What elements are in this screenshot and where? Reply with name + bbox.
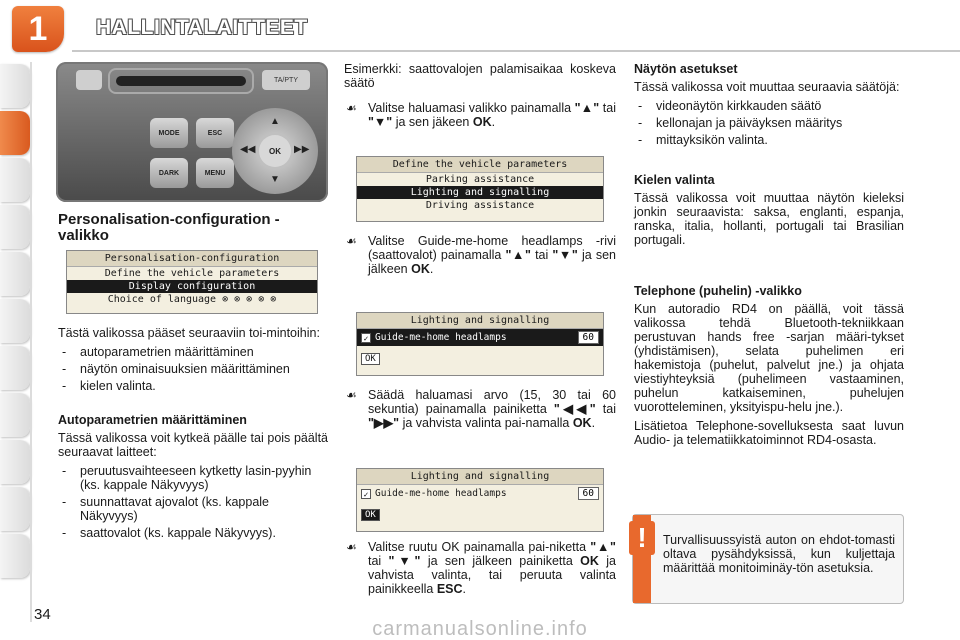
screen-item: Choice of language ⊗ ⊗ ⊗ ⊗ ⊗ [107, 294, 277, 305]
eject-button-illustration [76, 70, 102, 90]
list-item: - kellonajan ja päiväyksen määritys [634, 116, 904, 130]
vehicle-parameters-screen-image [356, 156, 604, 222]
language-heading: Kielen valinta [634, 173, 715, 187]
watermark: carmanualsonline.info [372, 618, 588, 640]
chapter-tab [0, 487, 30, 531]
list-item: - peruutusvaihteeseen kytketty lasin-pyyhin (ks. kappale Näkyvyys) [58, 464, 328, 492]
screen-item-selected: Display configuration [67, 280, 317, 293]
chapter-tab [0, 440, 30, 484]
value-box: 60 [578, 487, 599, 500]
warning-icon: ! [629, 521, 655, 555]
ok-box-selected: OK [361, 509, 380, 521]
screen-title: Define the vehicle parameters [357, 157, 603, 173]
language-text: Tässä valikossa voit muuttaa näytön kieleksi jonkin seuraavista: saksa, englanti, espanja, ranska, italia, hollanti, portugali tai Brasilian portugali. [634, 191, 904, 247]
phone-text-more: Lisätietoa Telephone-sovelluksesta saat luvun Audio- ja telematiikkatoiminnot RD4-osasta. [634, 419, 904, 447]
step-3: ☙ Säädä haluamasi arvo (15, 30 tai 60 sekuntia) painamalla painiketta "◀◀" tai "▶▶" ja vahvista valinta pai-namalla OK. [346, 388, 616, 430]
list-item: - autoparametrien määrittäminen [58, 345, 328, 359]
personalisation-screen-image [66, 250, 318, 314]
chapter-tab [0, 64, 30, 108]
sub-intro-text: Tässä valikossa voit kytkeä päälle tai pois päältä seuraavat laitteet: [58, 431, 328, 459]
screen-row-selected: ✓ Guide-me-home headlamps 60 [357, 329, 603, 346]
chapter-tabs [0, 64, 30, 581]
rewind-icon: ◀◀ [240, 144, 256, 155]
chapter-tab [0, 299, 30, 343]
cd-slot [116, 76, 246, 86]
display-heading: Näytön asetukset [634, 62, 738, 76]
pointer-icon: ☙ [346, 388, 357, 402]
checkbox-icon: ✓ [361, 489, 371, 499]
list-item: - saattovalot (ks. kappale Näkyvyys). [58, 526, 328, 540]
radio-control-panel-image [56, 62, 328, 202]
phone-heading: Telephone (puhelin) -valikko [634, 284, 802, 298]
display-list [634, 99, 904, 147]
section-heading: Personalisation-configuration -valikko [58, 211, 280, 244]
ok-button-illustration: OK [259, 135, 291, 167]
pointer-icon: ☙ [346, 234, 357, 248]
screen-item: Driving assistance [425, 200, 535, 211]
lighting-screen-image [356, 312, 604, 376]
mode-button-illustration: MODE [150, 118, 188, 148]
example-text: Esimerkki: saattovalojen palamisaikaa koskeva säätö [344, 62, 616, 90]
warning-box [632, 514, 904, 604]
tab-divider [30, 62, 32, 622]
middle-step-4 [344, 540, 616, 602]
left-column [58, 212, 328, 252]
list-item: - suunnattavat ajovalot (ks. kappale Näkyvyys) [58, 495, 328, 523]
screen-row: ✓ Guide-me-home headlamps 60 [357, 485, 603, 502]
menu-button-illustration: MENU [196, 158, 234, 188]
checkbox-icon: ✓ [361, 333, 371, 343]
value-box: 60 [578, 331, 599, 344]
screen-item: Define the vehicle parameters [104, 268, 280, 279]
chapter-tab-active [0, 111, 30, 155]
step-2: ☙ Valitse Guide-me-home headlamps -rivi (saattovalot) painamalla "▲" tai "▼" ja sen jälkeen OK. [346, 234, 616, 276]
lighting-ok-screen-image [356, 468, 604, 532]
esc-button-illustration: ESC [196, 118, 234, 148]
sub-heading: Autoparametrien määrittäminen [58, 413, 247, 427]
chapter-badge: 1 [12, 6, 64, 52]
ok-box: OK [361, 353, 380, 365]
screen-title: Lighting and signalling [357, 469, 603, 485]
screen-title: Personalisation-configuration [67, 251, 317, 267]
step-4: ☙ Valitse ruutu OK painamalla pai-niketta "▲" tai "▼" ja sen jälkeen painiketta OK ja vahvista valinta, tai peruuta valinta painikkeella ESC. [346, 540, 616, 596]
right-column [634, 62, 904, 452]
dark-button-illustration: DARK [150, 158, 188, 188]
chapter-tab [0, 393, 30, 437]
list-item: - näytön ominaisuuksien määrittäminen [58, 362, 328, 376]
chapter-title: HALLINTALAITTEET [96, 16, 308, 39]
chapter-tab [0, 346, 30, 390]
page-number: 34 [34, 606, 51, 623]
middle-step-2 [344, 234, 616, 282]
middle-column [344, 62, 616, 135]
pointer-icon: ☙ [346, 540, 357, 554]
pointer-icon: ☙ [346, 101, 357, 115]
screen-item: Parking assistance [425, 174, 535, 185]
down-arrow-icon: ▼ [270, 174, 280, 185]
forward-icon: ▶▶ [294, 144, 310, 155]
screen-item-selected: Lighting and signalling [357, 186, 603, 199]
left-column-body [58, 326, 328, 546]
warning-text: Turvallisuussyistä auton on ehdot-tomasti oltava pysähdyksissä, kun kuljettaja määrittää monitoiminäy-tön asetuksia. [663, 533, 895, 575]
chapter-tab [0, 205, 30, 249]
list-item: - videonäytön kirkkauden säätö [634, 99, 904, 113]
screen-title: Lighting and signalling [357, 313, 603, 329]
up-arrow-icon: ▲ [270, 116, 280, 127]
display-intro: Tässä valikossa voit muuttaa seuraavia säätöjä: [634, 80, 900, 94]
chapter-tab [0, 534, 30, 578]
feature-list [58, 345, 328, 393]
chapter-tab [0, 158, 30, 202]
list-item: - mittayksikön valinta. [634, 133, 904, 147]
step-1: ☙ Valitse haluamasi valikko painamalla "▲" tai "▼" ja sen jäkeen OK. [346, 101, 616, 129]
list-item: - kielen valinta. [58, 379, 328, 393]
phone-text: Kun autoradio RD4 on päällä, voit tässä valikossa tehdä Bluetooth-tekniikkaan perustuvan hands free -sarjan määri-tykset (yhdistämisen), selata puhelimen eri hakemistoja (puhelut, palvelut jne.) ja ohjata viestiyhteyksiä (puhelimeen vastaaminen, puhelun katkaiseminen, puhelujen vuorotteleminen, yksityispu-helu jne.). [634, 302, 904, 414]
intro-text: Tästä valikossa pääset seuraaviin toi-mintoihin: [58, 326, 320, 340]
chapter-tab [0, 252, 30, 296]
middle-step-3 [344, 388, 616, 436]
ta-pty-button-illustration: TA/PTY [262, 70, 310, 90]
header-divider [72, 50, 960, 52]
sub-feature-list [58, 464, 328, 540]
